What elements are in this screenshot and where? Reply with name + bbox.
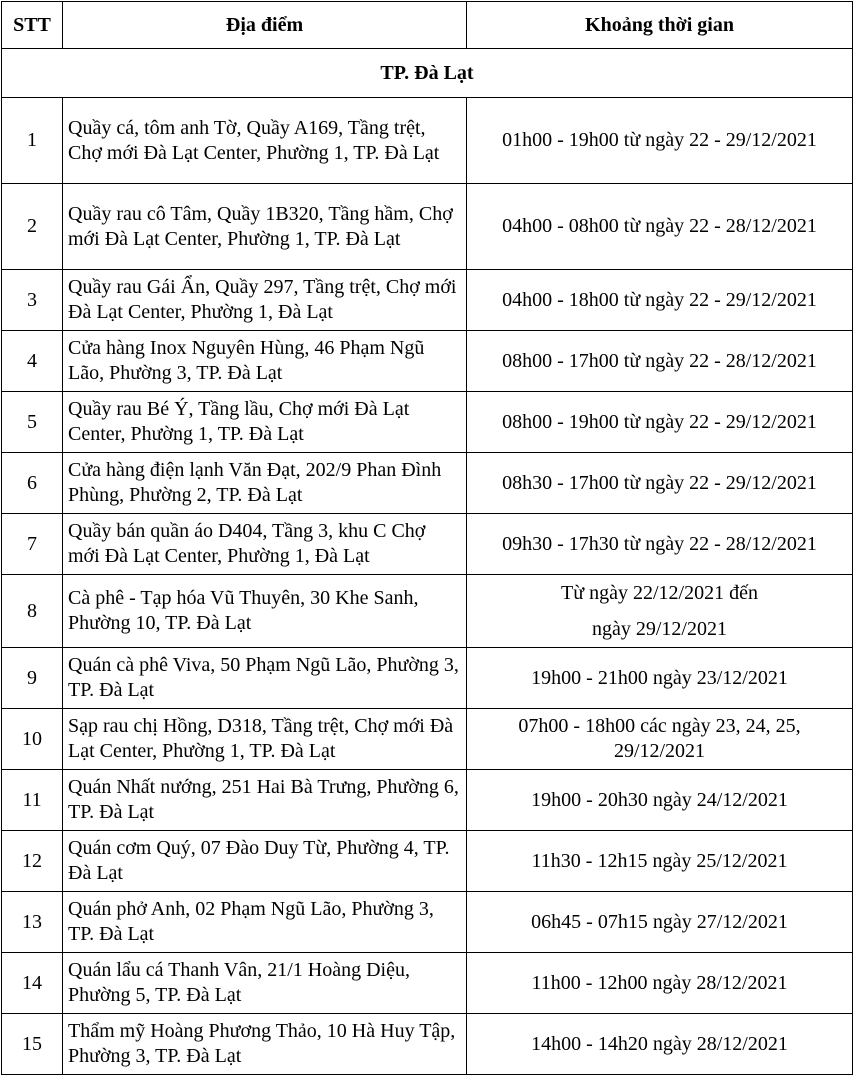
row-stt: 3 [2,270,63,331]
row-location: Sạp rau chị Hồng, D318, Tầng trệt, Chợ mới Đà Lạt Center, Phường 1, TP. Đà Lạt [63,709,467,770]
row-time: 19h00 - 21h00 ngày 23/12/2021 [467,648,853,709]
row-time: 07h00 - 18h00 các ngày 23, 24, 25, 29/12/2021 [467,709,853,770]
row-stt: 2 [2,184,63,270]
table-row [2,709,853,770]
table-row [2,575,853,648]
row-time: 08h00 - 19h00 từ ngày 22 - 29/12/2021 [467,392,853,453]
table-row [2,892,853,953]
row-time: 14h00 - 14h20 ngày 28/12/2021 [467,1014,853,1075]
row-stt: 14 [2,953,63,1014]
section-title: TP. Đà Lạt [2,49,853,98]
row-time [467,575,853,648]
row-location: Quán phở Anh, 02 Phạm Ngũ Lão, Phường 3, TP. Đà Lạt [63,892,467,953]
table-row [2,331,853,392]
header-location: Địa điểm [63,2,467,49]
header-time: Khoảng thời gian [467,2,853,49]
row-stt: 12 [2,831,63,892]
row-location: Quầy rau Gái Ẩn, Quầy 297, Tầng trệt, Chợ mới Đà Lạt Center, Phường 1, Đà Lạt [63,270,467,331]
row-stt: 4 [2,331,63,392]
row-time: 08h30 - 17h00 từ ngày 22 - 29/12/2021 [467,453,853,514]
section-row [2,49,853,98]
row-location: Thẩm mỹ Hoàng Phương Thảo, 10 Hà Huy Tập, Phường 3, TP. Đà Lạt [63,1014,467,1075]
row-time-line2: ngày 29/12/2021 [592,618,727,640]
table-row [2,184,853,270]
row-location: Cửa hàng điện lạnh Văn Đạt, 202/9 Phan Đình Phùng, Phường 2, TP. Đà Lạt [63,453,467,514]
row-time: 01h00 - 19h00 từ ngày 22 - 29/12/2021 [467,98,853,184]
row-time: 09h30 - 17h30 từ ngày 22 - 28/12/2021 [467,514,853,575]
row-time: 04h00 - 18h00 từ ngày 22 - 29/12/2021 [467,270,853,331]
row-time: 04h00 - 08h00 từ ngày 22 - 28/12/2021 [467,184,853,270]
row-location: Quán lẩu cá Thanh Vân, 21/1 Hoàng Diệu, Phường 5, TP. Đà Lạt [63,953,467,1014]
table-row [2,514,853,575]
row-location: Quán Nhất nướng, 251 Hai Bà Trưng, Phường 6, TP. Đà Lạt [63,770,467,831]
row-location: Cà phê - Tạp hóa Vũ Thuyên, 30 Khe Sanh, Phường 10, TP. Đà Lạt [63,575,467,648]
table-row [2,98,853,184]
table-row [2,453,853,514]
row-stt: 7 [2,514,63,575]
table-row [2,1014,853,1075]
row-time: 19h00 - 20h30 ngày 24/12/2021 [467,770,853,831]
row-location: Quầy rau Bé Ý, Tầng lầu, Chợ mới Đà Lạt Center, Phường 1, TP. Đà Lạt [63,392,467,453]
row-location: Quầy cá, tôm anh Tờ, Quầy A169, Tầng trệt, Chợ mới Đà Lạt Center, Phường 1, TP. Đà Lạt [63,98,467,184]
table-row [2,392,853,453]
header-row [2,2,853,49]
row-stt: 5 [2,392,63,453]
row-location: Quán cà phê Viva, 50 Phạm Ngũ Lão, Phường 3, TP. Đà Lạt [63,648,467,709]
table-row [2,953,853,1014]
row-stt: 11 [2,770,63,831]
row-location: Cửa hàng Inox Nguyên Hùng, 46 Phạm Ngũ Lão, Phường 3, TP. Đà Lạt [63,331,467,392]
table-row [2,270,853,331]
row-stt: 1 [2,98,63,184]
row-location: Quầy bán quần áo D404, Tầng 3, khu C Chợ mới Đà Lạt Center, Phường 1, Đà Lạt [63,514,467,575]
row-stt: 10 [2,709,63,770]
row-location: Quầy rau cô Tâm, Quầy 1B320, Tầng hầm, Chợ mới Đà Lạt Center, Phường 1, TP. Đà Lạt [63,184,467,270]
row-time: 11h00 - 12h00 ngày 28/12/2021 [467,953,853,1014]
row-stt: 9 [2,648,63,709]
table-row [2,648,853,709]
row-stt: 15 [2,1014,63,1075]
row-time: 11h30 - 12h15 ngày 25/12/2021 [467,831,853,892]
table-row [2,770,853,831]
row-stt: 6 [2,453,63,514]
row-location: Quán cơm Quý, 07 Đào Duy Từ, Phường 4, TP. Đà Lạt [63,831,467,892]
row-time: 06h45 - 07h15 ngày 27/12/2021 [467,892,853,953]
row-stt: 13 [2,892,63,953]
locations-table [1,1,853,1075]
row-time-line1: Từ ngày 22/12/2021 đến [561,582,758,604]
row-time: 08h00 - 17h00 từ ngày 22 - 28/12/2021 [467,331,853,392]
row-stt: 8 [2,575,63,648]
table-row [2,831,853,892]
header-stt: STT [2,2,63,49]
